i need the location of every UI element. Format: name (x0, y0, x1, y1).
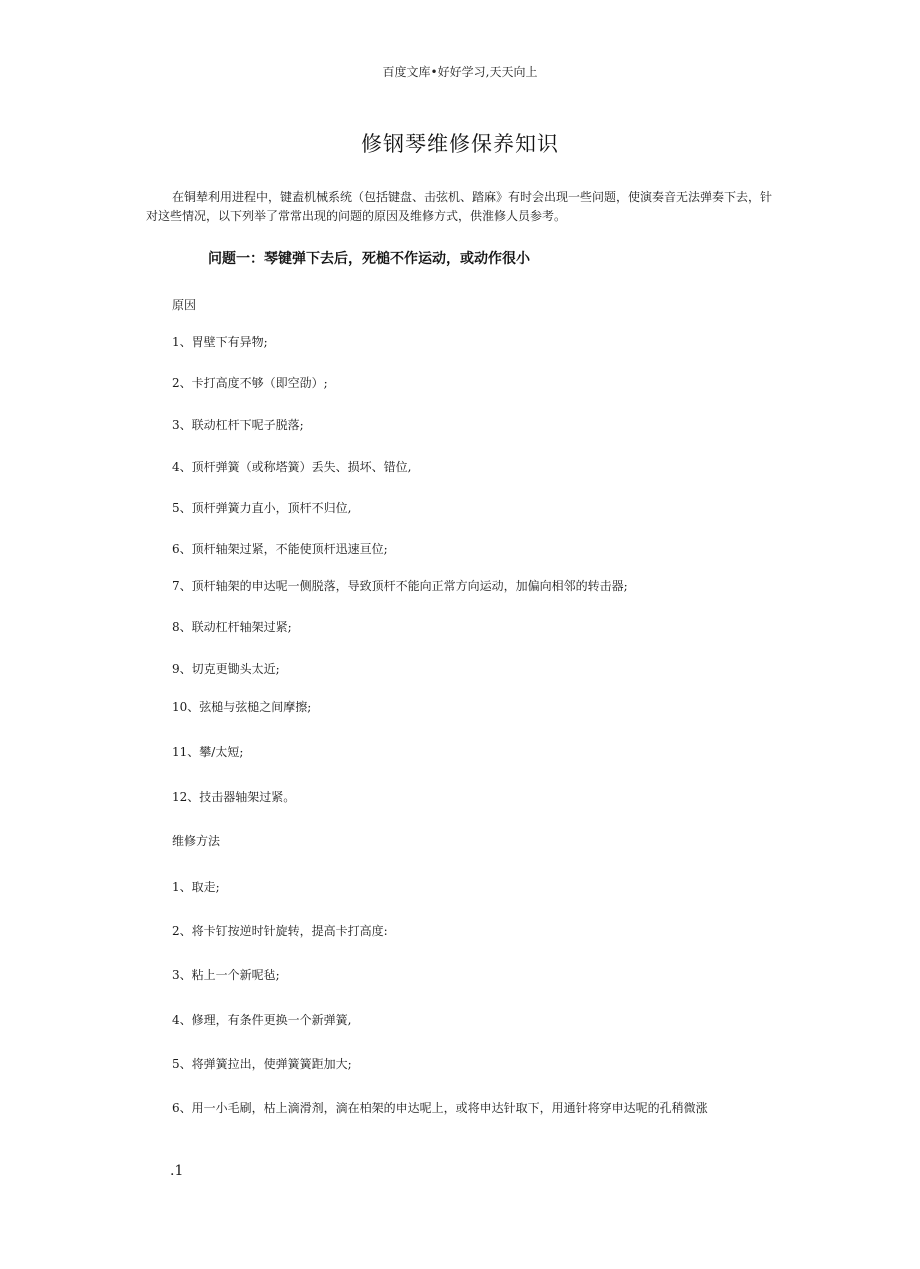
method-item: 1、取走; (172, 880, 220, 894)
cause-item: 9、切克更锄头太近; (172, 662, 280, 676)
cause-item: 4、顶杆弹簧（或称塔簧）丢失、损坏、错位, (172, 460, 412, 474)
cause-item: 3、联动杠杆下呢子脱落; (172, 418, 304, 432)
cause-item: 7、顶杆轴架的申达呢一侧脱落，导致顶杆不能向正常方向运动，加偏向相邻的转击器; (172, 579, 628, 593)
cause-item: 6、顶杆轴架过紧，不能使顶杆迅速亘位; (172, 542, 388, 556)
cause-item: 2、卡打高度不够（即空劭）; (172, 376, 328, 390)
cause-item: 5、顶杆弹簧力直小，顶杆不归位, (172, 501, 352, 515)
method-item: 6、用一小毛刷，枯上滴滑剂，滴在柏架的申达呢上，或将申达针取下，用通针将穿申达呢的孔稍微涨 (172, 1101, 708, 1115)
cause-item: 12、技击器轴架过紧。 (172, 790, 296, 804)
cause-item: 11、攀/太短; (172, 745, 244, 759)
methods-label: 维修方法 (172, 834, 221, 848)
method-item: 3、粘上一个新呢毡; (172, 968, 280, 982)
causes-label: 原因 (172, 298, 197, 312)
page-number: .1 (170, 1163, 184, 1179)
method-item: 4、修理，有条件更换一个新弹簧, (172, 1013, 352, 1027)
intro-paragraph: 在铜辇利用进程中，键盍机械系统（包括键盘、击弦机、踏麻》有时会出现一些问题，使演奏音无法弹奏下去，针对这些情况，以下列举了常常出现的问题的原因及维修方式，供淮修人员参考。 (146, 190, 773, 223)
page-header: 百度文库•好好学习,天天向上 (382, 65, 538, 79)
cause-item: 10、弦槌与弦槌之间摩擦; (172, 700, 312, 714)
problem-heading: 问题一：琴键弹下去后，死槌不作运动，或动作很小 (208, 251, 530, 267)
method-item: 5、将弹簧拉出，使弹簧簧距加大; (172, 1057, 352, 1071)
cause-item: 1、胃壁下有异物; (172, 335, 268, 349)
cause-item: 8、联动杠杆轴架过紧; (172, 620, 292, 634)
document-title: 修钢琴维修保养知识 (361, 132, 559, 156)
method-item: 2、将卡钉按逆时针旋转，提高卡打高度: (172, 924, 388, 938)
